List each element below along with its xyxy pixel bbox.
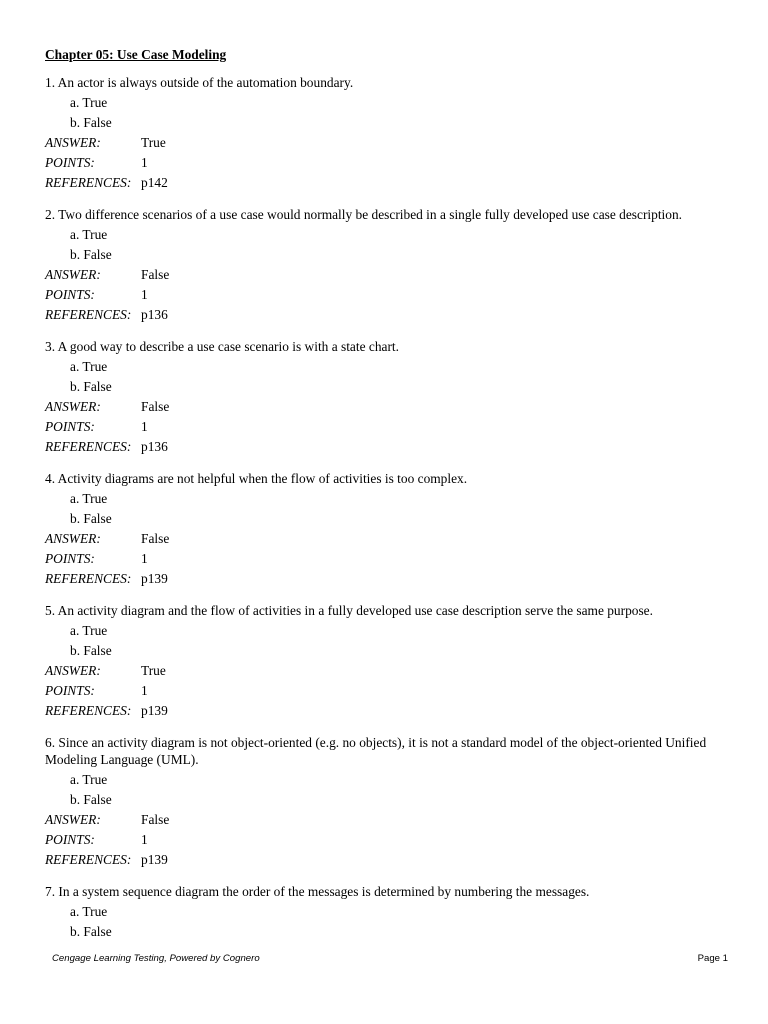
references-label: REFERENCES:	[45, 852, 132, 867]
option-a: a. True	[70, 772, 108, 787]
answer-row	[45, 397, 725, 417]
points-value: 1	[141, 683, 148, 698]
footer-publisher: Cengage Learning Testing, Powered by Cognero	[52, 953, 260, 964]
question-5	[45, 602, 725, 721]
answer-label: ANSWER:	[45, 267, 101, 282]
points-value: 1	[141, 287, 148, 302]
references-row	[45, 850, 725, 870]
points-value: 1	[141, 155, 148, 170]
points-row	[45, 830, 725, 850]
question-text: 5. An activity diagram and the flow of activities in a fully developed use case description serve the same purpose.	[45, 603, 653, 618]
answer-label: ANSWER:	[45, 531, 101, 546]
question-text: 4. Activity diagrams are not helpful when the flow of activities is too complex.	[45, 471, 468, 486]
option-a: a. True	[70, 623, 108, 638]
answer-label: ANSWER:	[45, 812, 101, 827]
answer-label: ANSWER:	[45, 663, 101, 678]
option-a: a. True	[70, 491, 108, 506]
question-3	[45, 338, 725, 457]
points-label: POINTS:	[45, 155, 95, 170]
question-text: 1. An actor is always outside of the automation boundary.	[45, 75, 354, 90]
answer-row	[45, 265, 725, 285]
option-a: a. True	[70, 359, 108, 374]
option-a: a. True	[70, 95, 108, 110]
answer-value: True	[141, 135, 166, 150]
question-2	[45, 206, 725, 325]
answer-value: False	[141, 399, 170, 414]
references-label: REFERENCES:	[45, 439, 132, 454]
option-b: b. False	[70, 792, 112, 807]
references-row	[45, 569, 725, 589]
answer-value: False	[141, 812, 170, 827]
references-value: p136	[141, 439, 168, 454]
references-label: REFERENCES:	[45, 307, 132, 322]
option-a: a. True	[70, 227, 108, 242]
question-text: 7. In a system sequence diagram the order of the messages is determined by numbering the messages.	[45, 884, 590, 899]
references-label: REFERENCES:	[45, 175, 132, 190]
points-label: POINTS:	[45, 287, 95, 302]
answer-row	[45, 661, 725, 681]
references-row	[45, 437, 725, 457]
option-b: b. False	[70, 247, 112, 262]
points-row	[45, 285, 725, 305]
points-label: POINTS:	[45, 832, 95, 847]
question-text: 6. Since an activity diagram is not object-oriented (e.g. no objects), it is not a standard model of the object-oriented Unified Modeling Language (UML).	[45, 735, 707, 767]
option-b: b. False	[70, 115, 112, 130]
option-b: b. False	[70, 924, 112, 939]
references-value: p142	[141, 175, 168, 190]
question-list	[45, 74, 725, 955]
points-row	[45, 417, 725, 437]
references-value: p139	[141, 852, 168, 867]
points-value: 1	[141, 419, 148, 434]
points-row	[45, 681, 725, 701]
references-label: REFERENCES:	[45, 703, 132, 718]
points-label: POINTS:	[45, 419, 95, 434]
references-value: p136	[141, 307, 168, 322]
option-a: a. True	[70, 904, 108, 919]
option-b: b. False	[70, 379, 112, 394]
answer-row	[45, 529, 725, 549]
footer-page-number: Page 1	[697, 953, 728, 964]
points-value: 1	[141, 551, 148, 566]
option-b: b. False	[70, 511, 112, 526]
references-row	[45, 701, 725, 721]
question-text: 2. Two difference scenarios of a use case would normally be described in a single fully developed use case description.	[45, 207, 683, 222]
points-row	[45, 549, 725, 569]
question-6	[45, 734, 725, 870]
references-row	[45, 173, 725, 193]
answer-row	[45, 133, 725, 153]
answer-label: ANSWER:	[45, 399, 101, 414]
references-label: REFERENCES:	[45, 571, 132, 586]
references-value: p139	[141, 571, 168, 586]
question-1	[45, 74, 725, 193]
answer-row	[45, 810, 725, 830]
question-text: 3. A good way to describe a use case scenario is with a state chart.	[45, 339, 399, 354]
references-row	[45, 305, 725, 325]
references-value: p139	[141, 703, 168, 718]
points-label: POINTS:	[45, 551, 95, 566]
answer-value: False	[141, 531, 170, 546]
page-title: Chapter 05: Use Case Modeling	[45, 47, 227, 62]
points-label: POINTS:	[45, 683, 95, 698]
answer-value: False	[141, 267, 170, 282]
option-b: b. False	[70, 643, 112, 658]
points-value: 1	[141, 832, 148, 847]
question-7	[45, 883, 725, 942]
answer-value: True	[141, 663, 166, 678]
answer-label: ANSWER:	[45, 135, 101, 150]
question-4	[45, 470, 725, 589]
points-row	[45, 153, 725, 173]
